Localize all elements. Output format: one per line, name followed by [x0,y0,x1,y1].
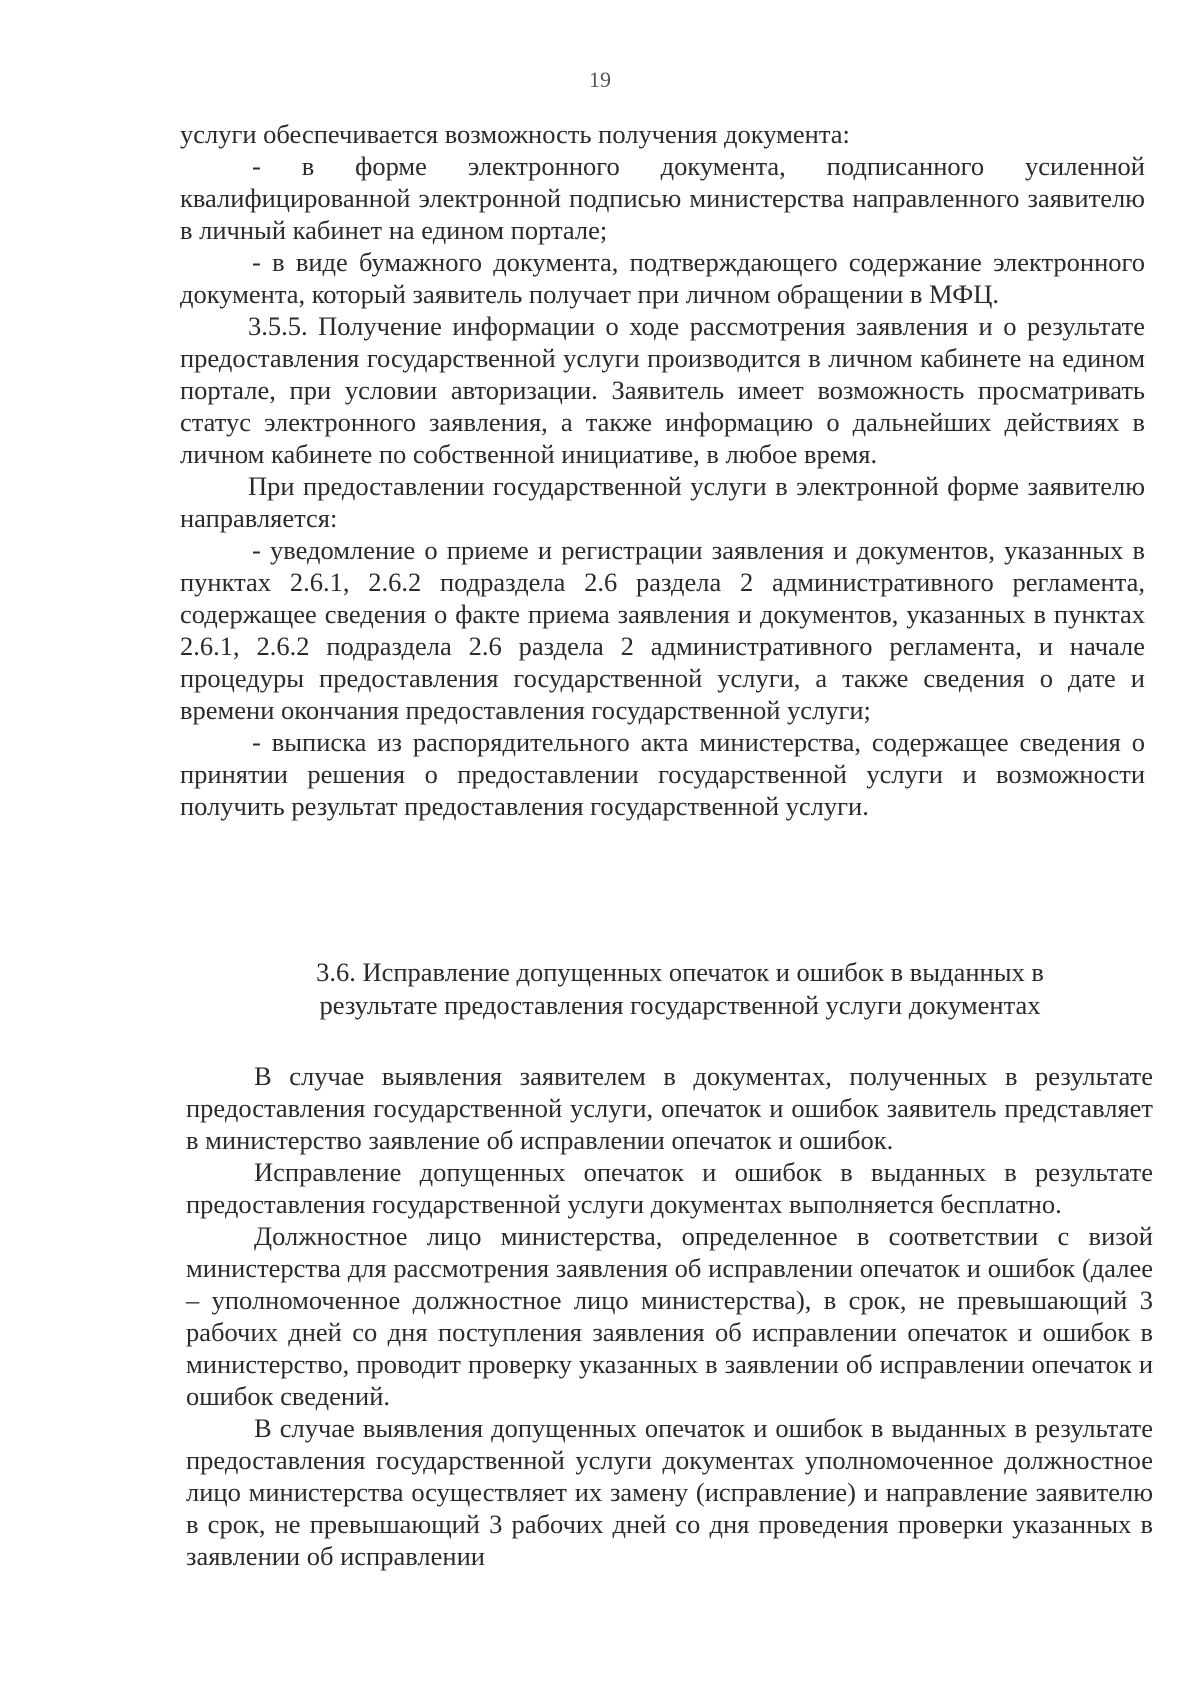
section-heading [200,956,1160,1022]
paragraph: В случае выявления допущенных опечаток и ошибок в выданных в результате предоставления государственной услуги документах уполномоченное должностное лицо министерства осуществляет их замену (исправление) и направление заявителю в срок, не превышающий 3 рабочих дней со дня проведения проверки указанных в заявлении об исправлении [186,1413,1153,1571]
paragraph: - уведомление о приеме и регистрации заявления и документов, указанных в пунктах 2.6.1, 2.6.2 подраздела 2.6 раздела 2 административного регламента, содержащее сведения о факте приема заявления и документов, указанных в пунктах 2.6.1, 2.6.2 подраздела 2.6 раздела 2 административного регламента, и начале процедуры предоставления государственной услуги, а также сведения о дате и времени окончания предоставления государственной услуги; [180,535,1145,725]
paragraph: Должностное лицо министерства, определенное в соответствии с визой министерства для рассмотрения заявления об исправлении опечаток и ошибок (далее – уполномоченное должностное лицо министерства), в срок, не превышающий 3 рабочих дней со дня поступления заявления об исправлении опечаток и ошибок в министерство, проводит проверку указанных в заявлении об исправлении опечаток и ошибок сведений. [186,1221,1153,1411]
paragraph: - в виде бумажного документа, подтверждающего содержание электронного документа, который заявитель получает при личном обращении в МФЦ. [180,247,1145,309]
paragraph: 3.5.5. Получение информации о ходе рассмотрения заявления и о результате предоставления государственной услуги производится в личном кабинете на едином портале, при условии авторизации. Заявитель имеет возможность просматривать статус электронного заявления, а также информацию о дальнейших действиях в личном кабинете по собственной инициативе, в любое время. [180,311,1145,469]
section-bottom-text [186,1060,1153,1572]
paragraph: В случае выявления заявителем в документах, полученных в результате предоставления государственной услуги, опечаток и ошибок заявитель представляет в министерство заявление об исправлении опечаток и ошибок. [186,1061,1153,1155]
paragraph: При предоставлении государственной услуги в электронной форме заявителю направляется: [180,471,1145,533]
paragraph: Исправление допущенных опечаток и ошибок в выданных в результате предоставления государственной услуги документах выполняется бесплатно. [186,1157,1153,1219]
section-heading-line: результате предоставления государственной услуги документах [319,990,1041,1020]
paragraph: услуги обеспечивается возможность получения документа: [180,119,850,149]
section-heading-line: 3.6. Исправление допущенных опечаток и ошибок в выданных в [316,957,1044,987]
paragraph: - выписка из распорядительного акта министерства, содержащее сведения о принятии решения о предоставлении государственной услуги и возможности получить результат предоставления государственной услуги. [180,727,1145,821]
page-number: 19 [589,67,611,92]
section-top-text [180,118,1145,822]
paragraph: - в форме электронного документа, подписанного усиленной квалифицированной электронной подписью министерства направленного заявителю в личный кабинет на едином портале; [180,151,1145,245]
